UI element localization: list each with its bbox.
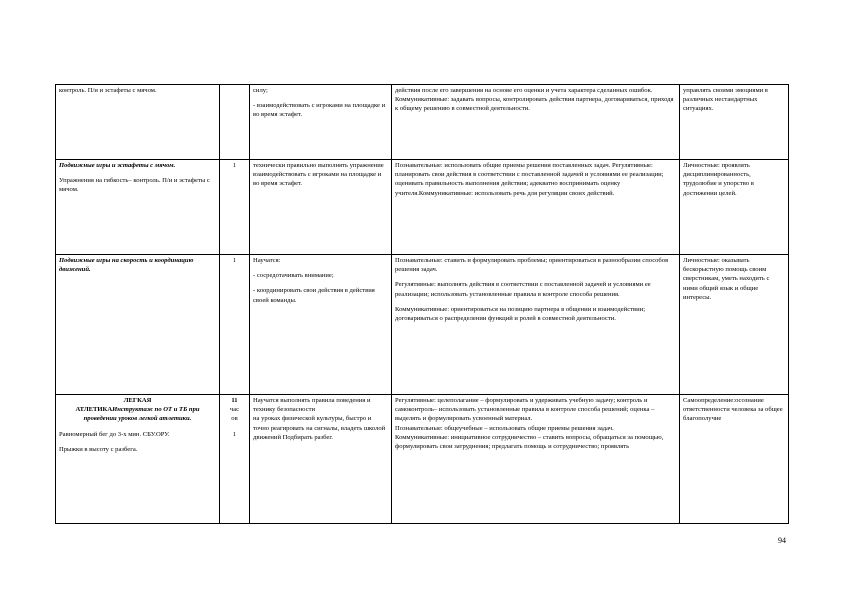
personal-results-cell: Самоопределение:осознание ответственности человека за общее благополучие	[680, 395, 789, 524]
topic-cell: контроль. П/и и эстафеты с мячом.	[56, 85, 220, 160]
table-row	[56, 85, 789, 160]
personal-results-cell: Личностные: оказывать бескорыстную помощь своим сверстникам, уметь находить с ними общий язык и общие интересы.	[680, 255, 789, 395]
page-number: 94	[778, 536, 786, 545]
subject-results-cell: Научатся выполнять правила поведения и технику безопасности на уроках физической культуры, быстро и точно реагировать на сигналы, владеть школой движений Подбирать разбег.	[250, 395, 392, 524]
section-title: ЛЕГКАЯ	[123, 397, 152, 404]
lesson-title: Подвижные игры на скорость и координацию движений.	[59, 257, 194, 274]
topic-cell	[56, 255, 220, 395]
table-row	[56, 255, 789, 395]
personal-results-cell: управлять своими эмоциями в различных нестандартных ситуациях.	[680, 85, 789, 160]
meta-results-cell: Познавательные: использовать общие приемы решения поставленных задач. Регулятивные: планировать свои действия в соответствии с поставленной задачей и условиями ее реализации; оценивать правильность выполнения действия; адекватно воспринимать оценку учителя.Коммуникативные: использовать речь для регуляции своих действий.	[392, 160, 680, 255]
topic-cell: ЛЕГКАЯ АТЛЕТИКАИнструктаж по ОТ и ТБ при проведении уроков легкой атлетики. Равномерный бег до 3-х мин. СБУ.ОРУ. Прыжки в высоту с разбега.	[56, 395, 220, 524]
topic-cell: Подвижные игры и эстафеты с мячом. Упражнения на гибкость– контроль. П/и и эстафеты с мячом.	[56, 160, 220, 255]
subject-results-cell: силу; - взаимодействовать с игроками на площадке и во время эстафет.	[250, 85, 392, 160]
meta-results-cell: действия после его завершения на основе его оценки и учета характера сделанных ошибок. Коммуникативные: задавать вопросы, контролировать действия партнера, договариваться, приходя к общему решению в совместной деятельности.	[392, 85, 680, 160]
meta-results-cell: Познавательные: ставить и формулировать проблемы; ориентироваться в разнообразии способов решения задач. Регулятивные: выполнять действия в соответствии с поставленной задачей и условиями ее реализации; использовать установленные правила в контроле способа решения. Коммуникативные: ориентироваться на позицию партнера в общении и взаимодействии; договариваться о распределении функций и ролей в совместной деятельности.	[392, 255, 680, 395]
subject-results-cell: Научатся: - сосредотачивать внимание; - координировать свои действия в действия своей команды.	[250, 255, 392, 395]
table-row	[56, 160, 789, 255]
hours-cell: 1	[220, 160, 250, 255]
table-row	[56, 395, 789, 524]
hours-cell: 11 час ов 1	[220, 395, 250, 524]
meta-results-cell: Регулятивные: целеполагание – формулировать и удерживать учебную задачу; контроль и самоконтроль– использовать установленные правила в контроле способа решений; оценка – выделять и формулировать усвоенный материал. Познавательные: общеучебные – использовать общие приемы решения задач. Коммуникативные: инициативное сотрудничество – ставить вопросы, обращаться за помощью, формулировать свои затруднения; предлагать помощь и сотрудничество; проявлять	[392, 395, 680, 524]
lesson-plan-table	[55, 84, 789, 524]
hours-cell	[220, 85, 250, 160]
hours-cell: 1	[220, 255, 250, 395]
personal-results-cell: Личностные: проявлять дисциплинированность, трудолюбие и упорство в достижении целей.	[680, 160, 789, 255]
lesson-title: Подвижные игры и эстафеты с мячом.	[59, 162, 176, 169]
subject-results-cell: технически правильно выполнять упражнение взаимодействовать с игроками на площадке и во время эстафет.	[250, 160, 392, 255]
